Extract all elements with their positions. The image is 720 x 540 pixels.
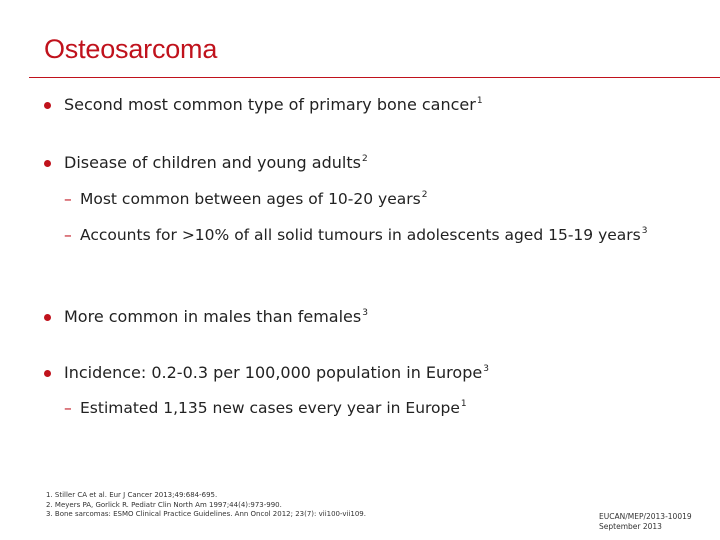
- document-id: EUCAN/MEP/2013-10019: [599, 512, 692, 521]
- bullet-item: [44, 362, 489, 384]
- reference-marker: 2: [421, 190, 428, 200]
- sub-bullet-text: Accounts for >10% of all solid tumours in adolescents aged 15-19 years$^3$: [80, 226, 648, 244]
- reference-item: 3. Bone sarcomas: ESMO Clinical Practice Guidelines. Ann Oncol 2012; 23(7): vii100-vii109.: [46, 510, 366, 518]
- bullet-dot-icon: [44, 314, 51, 321]
- sub-bullet-text: Estimated 1,135 new cases every year in Europe$^1$: [80, 399, 467, 417]
- reference-marker: 2: [361, 154, 368, 164]
- bullet-item: [44, 152, 368, 174]
- sub-bullet-text: Most common between ages of 10-20 years$^2$: [80, 190, 428, 208]
- reference-marker: 3: [641, 226, 648, 236]
- bullet-dot-icon: [44, 160, 51, 167]
- bullet-dot-icon: [44, 102, 51, 109]
- dash-icon: –: [64, 190, 72, 208]
- dash-icon: –: [64, 226, 72, 244]
- sub-bullet-item: [64, 188, 427, 210]
- sub-bullet-item: [64, 224, 680, 246]
- bullet-text: Second most common type of primary bone cancer$^1$: [64, 95, 483, 114]
- bullet-item: [44, 306, 368, 328]
- reference-item: 1. Stiller CA et al. Eur J Cancer 2013;49:684-695.: [46, 491, 218, 499]
- reference-marker: 3: [483, 364, 489, 374]
- bullet-text: Incidence: 0.2-0.3 per 100,000 population in Europe$^3$: [64, 363, 489, 382]
- sub-bullet-item: [64, 397, 467, 419]
- dash-icon: –: [64, 399, 72, 417]
- bullet-text: Disease of children and young adults$^2$: [64, 153, 368, 172]
- reference-item: 2. Meyers PA, Gorlick R. Pediatr Clin North Am 1997;44(4):973-990.: [46, 500, 282, 509]
- reference-marker: 3: [362, 308, 368, 318]
- reference-marker: 1: [476, 96, 483, 106]
- bullet-item: [44, 94, 483, 116]
- reference-marker: 1: [460, 399, 467, 409]
- bullet-text: More common in males than females$^3$: [64, 307, 368, 326]
- slide-title: Osteosarcoma: [44, 34, 218, 64]
- references: [46, 491, 366, 520]
- bullet-dot-icon: [44, 370, 51, 377]
- document-code: [599, 512, 692, 532]
- title-divider: [29, 77, 720, 78]
- document-date: September 2013: [599, 522, 662, 531]
